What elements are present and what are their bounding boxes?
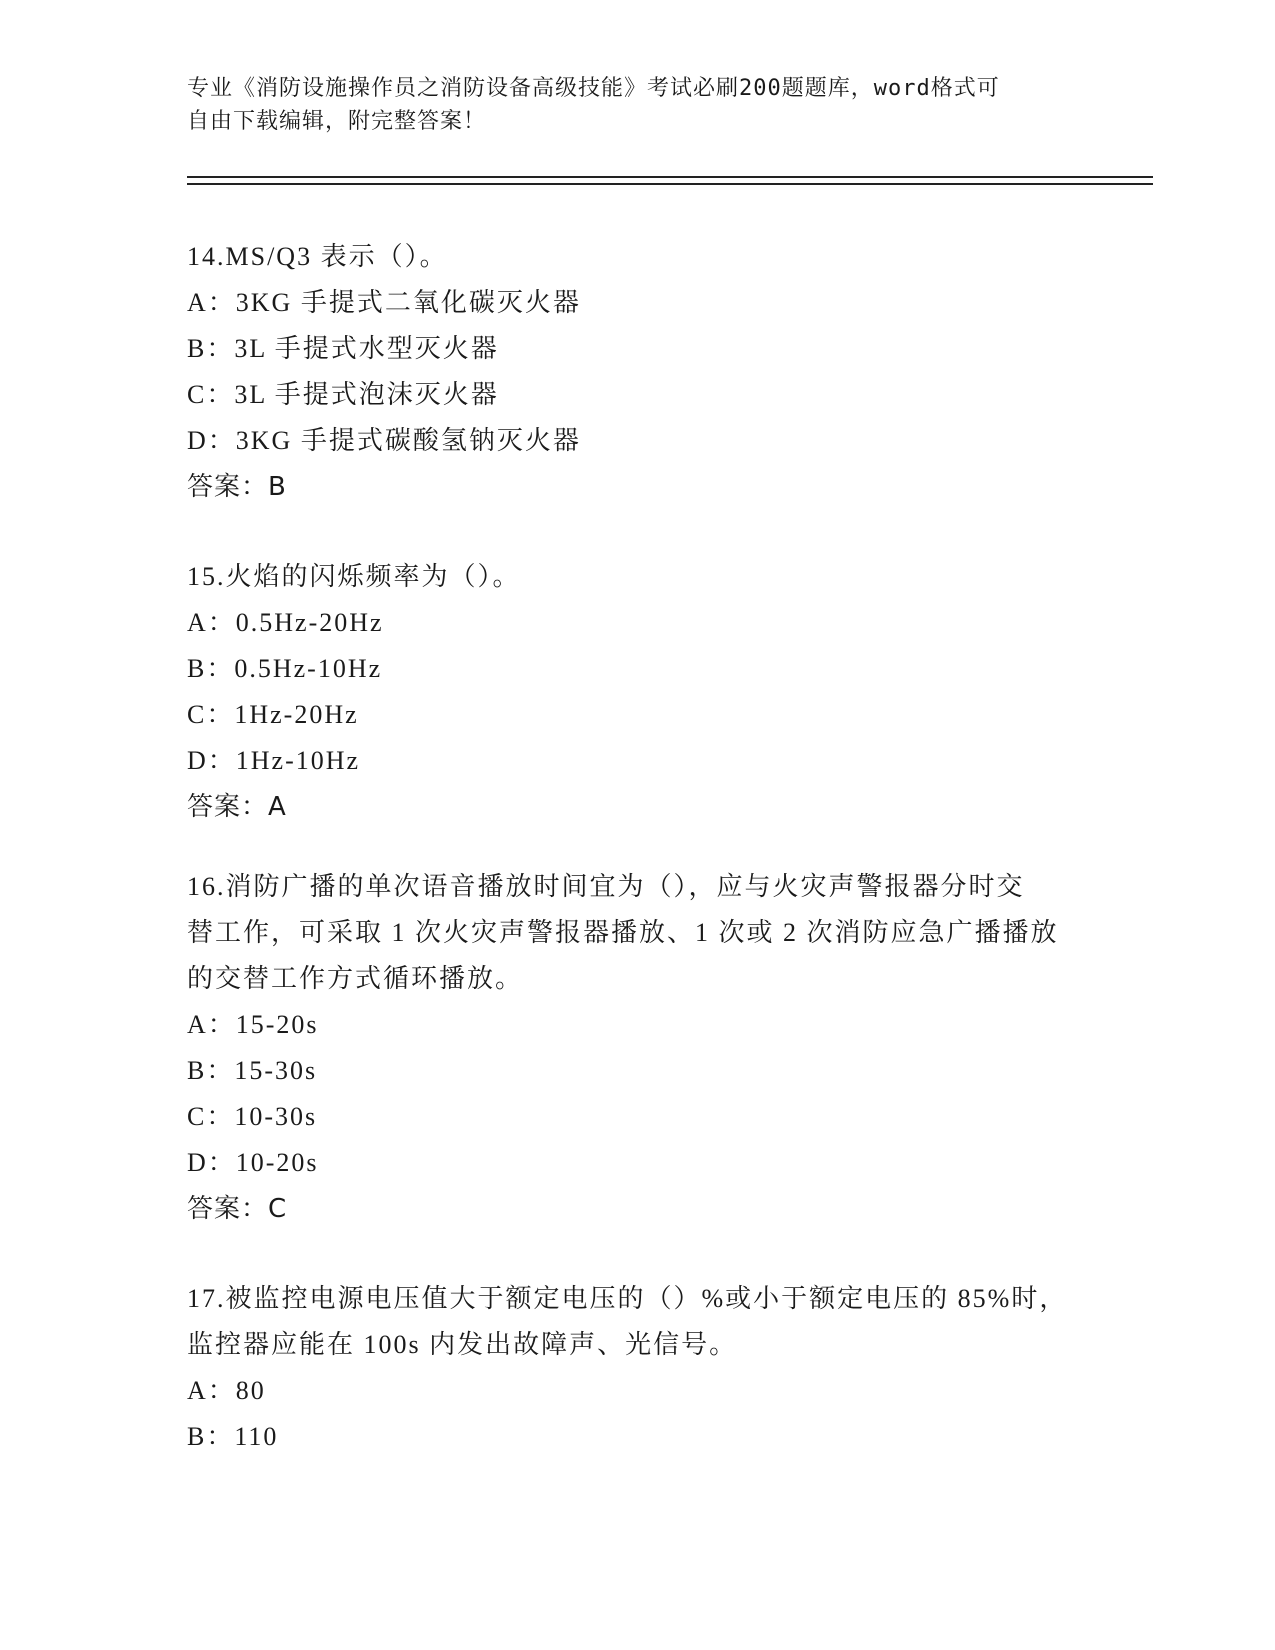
document-header bbox=[187, 72, 1087, 138]
header-divider-bottom bbox=[187, 183, 1153, 185]
answer: 答案：A bbox=[187, 792, 287, 822]
question-16 bbox=[187, 864, 1087, 1232]
answer: 答案：C bbox=[187, 1194, 288, 1224]
question-text-line-2: 监控器应能在 100s 内发出故障声、光信号。 bbox=[187, 1330, 738, 1359]
option-a: A：15-20s bbox=[187, 1010, 319, 1039]
question-text-line-1: 17.被监控电源电压值大于额定电压的（）%或小于额定电压的 85%时， bbox=[187, 1284, 1068, 1313]
option-b: B：15-30s bbox=[187, 1056, 318, 1085]
question-15 bbox=[187, 554, 1087, 830]
option-a: A：80 bbox=[187, 1376, 266, 1405]
option-a: A：3KG 手提式二氧化碳灭火器 bbox=[187, 288, 581, 317]
option-d: D：10-20s bbox=[187, 1148, 319, 1177]
option-b: B：0.5Hz-10Hz bbox=[187, 654, 383, 683]
option-a: A：0.5Hz-20Hz bbox=[187, 608, 384, 637]
question-text-line-3: 的交替工作方式循环播放。 bbox=[187, 964, 524, 993]
option-b: B：110 bbox=[187, 1422, 279, 1451]
question-text: 14.MS/Q3 表示（）。 bbox=[187, 242, 448, 271]
option-c: C：10-30s bbox=[187, 1102, 318, 1131]
option-d: D：3KG 手提式碳酸氢钠灭火器 bbox=[187, 426, 581, 455]
question-text: 15.火焰的闪烁频率为（）。 bbox=[187, 562, 521, 591]
option-d: D：1Hz-10Hz bbox=[187, 746, 361, 775]
answer: 答案：B bbox=[187, 472, 287, 502]
option-b: B：3L 手提式水型灭火器 bbox=[187, 334, 499, 363]
option-c: C：3L 手提式泡沫灭火器 bbox=[187, 380, 499, 409]
question-text-line-1: 16.消防广播的单次语音播放时间宜为（），应与火灾声警报器分时交 bbox=[187, 872, 1025, 901]
question-14 bbox=[187, 234, 1087, 510]
option-c: C：1Hz-20Hz bbox=[187, 700, 359, 729]
question-text-line-2: 替工作，可采取 1 次火灾声警报器播放、1 次或 2 次消防应急广播播放 bbox=[187, 918, 1059, 947]
header-divider-top bbox=[187, 176, 1153, 178]
header-line-2: 自由下载编辑，附完整答案！ bbox=[187, 109, 487, 134]
header-line-1: 专业《消防设施操作员之消防设备高级技能》考试必刷200题题库，word格式可 bbox=[187, 76, 1000, 101]
question-17 bbox=[187, 1276, 1087, 1460]
